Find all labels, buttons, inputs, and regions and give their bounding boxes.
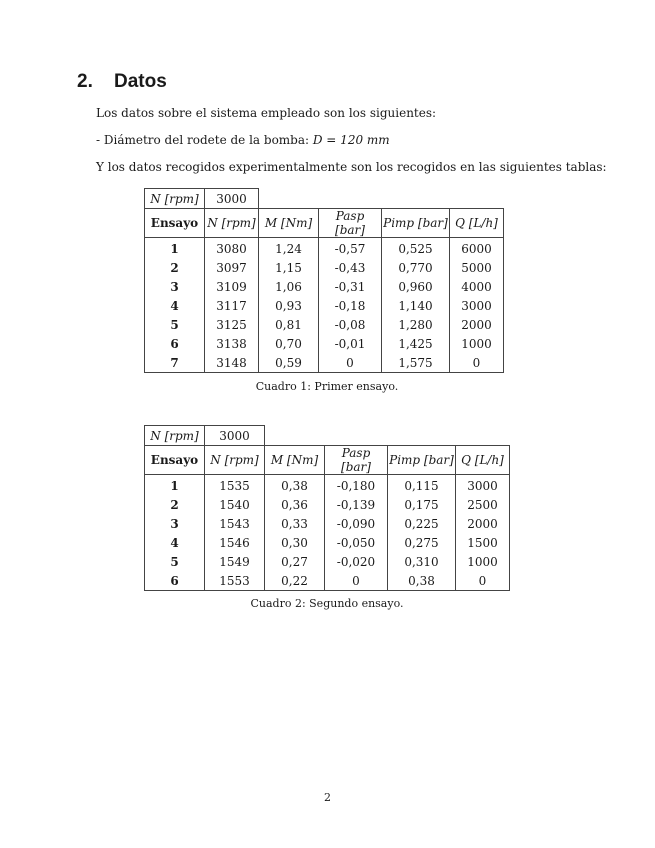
- page-number: 2: [324, 791, 331, 804]
- table-cell: 3117: [205, 296, 259, 315]
- table-row: [145, 238, 504, 259]
- table-cell: 1,280: [382, 315, 450, 334]
- table-row: [145, 353, 504, 373]
- diameter-formula: D = 120 mm: [312, 133, 390, 147]
- table-cell: -0,180: [325, 475, 388, 496]
- diameter-text: - Diámetro del rodete de la bomba:: [96, 133, 313, 147]
- ensayo-cell: 2: [145, 495, 205, 514]
- table-cell: 0: [325, 571, 388, 591]
- table-cell: 1,24: [259, 238, 319, 259]
- ensayo-cell: 7: [145, 353, 205, 373]
- ensayo-cell: 5: [145, 315, 205, 334]
- table-cell: 1,425: [382, 334, 450, 353]
- speed-label: N [rpm]: [145, 426, 205, 446]
- ensayo-cell: 4: [145, 533, 205, 552]
- table-cell: -0,43: [319, 258, 382, 277]
- table-cell: 0,38: [265, 475, 325, 496]
- table-cell: 3080: [205, 238, 259, 259]
- table-row: [145, 334, 504, 353]
- table-cell: 0: [456, 571, 510, 591]
- table-cell: 1,140: [382, 296, 450, 315]
- table-2-caption: Cuadro 2: Segundo ensayo.: [250, 597, 404, 610]
- table-cell: 1553: [205, 571, 265, 591]
- table-row: [145, 495, 510, 514]
- table-cell: 1543: [205, 514, 265, 533]
- header-q: Q [L/h]: [450, 209, 504, 238]
- header-n: N [rpm]: [205, 209, 259, 238]
- table-cell: 5000: [450, 258, 504, 277]
- table-row: [145, 258, 504, 277]
- table-cell: 0,770: [382, 258, 450, 277]
- header-ensayo: Ensayo: [145, 209, 205, 238]
- header-pimp: Pimp [bar]: [382, 209, 450, 238]
- table-primer-ensayo: [144, 188, 504, 373]
- table-cell: 0,30: [265, 533, 325, 552]
- speed-value: 3000: [205, 426, 265, 446]
- table-cell: 3097: [205, 258, 259, 277]
- table-cell: -0,31: [319, 277, 382, 296]
- header-ensayo: Ensayo: [145, 446, 205, 475]
- table-row: [145, 315, 504, 334]
- table-cell: 1000: [450, 334, 504, 353]
- table-row: [145, 571, 510, 591]
- ensayo-cell: 6: [145, 334, 205, 353]
- header-m: M [Nm]: [265, 446, 325, 475]
- table-cell: 0,225: [388, 514, 456, 533]
- table-1-wrapper: [144, 188, 504, 373]
- ensayo-cell: 1: [145, 238, 205, 259]
- table-cell: 0,275: [388, 533, 456, 552]
- header-pimp: Pimp [bar]: [388, 446, 456, 475]
- header-pasp: Pasp [bar]: [319, 209, 382, 238]
- ensayo-cell: 6: [145, 571, 205, 591]
- table-cell: 0,36: [265, 495, 325, 514]
- table-cell: 0,70: [259, 334, 319, 353]
- ensayo-cell: 3: [145, 514, 205, 533]
- table-row: [145, 552, 510, 571]
- table-row: [145, 277, 504, 296]
- table-cell: 2000: [450, 315, 504, 334]
- section-title: Datos: [114, 71, 167, 92]
- section-number: 2.: [77, 71, 93, 92]
- table-cell: -0,090: [325, 514, 388, 533]
- section-heading: [77, 71, 167, 93]
- table-cell: 0,22: [265, 571, 325, 591]
- table-cell: 0,310: [388, 552, 456, 571]
- table-cell: 0,960: [382, 277, 450, 296]
- table-cell: 0,81: [259, 315, 319, 334]
- header-q: Q [L/h]: [456, 446, 510, 475]
- table-cell: 0,27: [265, 552, 325, 571]
- ensayo-cell: 3: [145, 277, 205, 296]
- table-cell: 1546: [205, 533, 265, 552]
- ensayo-cell: 1: [145, 475, 205, 496]
- table-cell: 3125: [205, 315, 259, 334]
- table-cell: 3000: [456, 475, 510, 496]
- table-cell: -0,020: [325, 552, 388, 571]
- header-pasp: Pasp [bar]: [325, 446, 388, 475]
- table-cell: -0,57: [319, 238, 382, 259]
- ensayo-cell: 4: [145, 296, 205, 315]
- table-segundo-ensayo: [144, 425, 510, 591]
- table-cell: 1535: [205, 475, 265, 496]
- table-cell: 0,38: [388, 571, 456, 591]
- table-cell: 1,575: [382, 353, 450, 373]
- ensayo-cell: 5: [145, 552, 205, 571]
- table-row: [145, 533, 510, 552]
- table-cell: 1540: [205, 495, 265, 514]
- table-1-caption: Cuadro 1: Primer ensayo.: [255, 380, 399, 393]
- table-cell: 1000: [456, 552, 510, 571]
- table-cell: 3109: [205, 277, 259, 296]
- table-cell: 1549: [205, 552, 265, 571]
- ensayo-cell: 2: [145, 258, 205, 277]
- table-cell: 3000: [450, 296, 504, 315]
- table-cell: 3148: [205, 353, 259, 373]
- table-cell: 4000: [450, 277, 504, 296]
- table-cell: -0,08: [319, 315, 382, 334]
- table-cell: 0,115: [388, 475, 456, 496]
- table-cell: -0,050: [325, 533, 388, 552]
- speed-label: N [rpm]: [145, 189, 205, 209]
- table-cell: 0,93: [259, 296, 319, 315]
- table-cell: 0,59: [259, 353, 319, 373]
- table-row: [145, 475, 510, 496]
- header-m: M [Nm]: [259, 209, 319, 238]
- table-cell: 0,525: [382, 238, 450, 259]
- table-cell: 2500: [456, 495, 510, 514]
- table-cell: -0,18: [319, 296, 382, 315]
- speed-value: 3000: [205, 189, 259, 209]
- table-cell: 0: [450, 353, 504, 373]
- table-cell: -0,01: [319, 334, 382, 353]
- table-cell: 1,06: [259, 277, 319, 296]
- header-n: N [rpm]: [205, 446, 265, 475]
- table-cell: 1,15: [259, 258, 319, 277]
- diameter-paragraph: [96, 133, 390, 147]
- table-cell: 0,175: [388, 495, 456, 514]
- table-row: [145, 514, 510, 533]
- tables-intro-paragraph: Y los datos recogidos experimentalmente son los recogidos en las siguientes tablas:: [96, 160, 607, 174]
- table-cell: -0,139: [325, 495, 388, 514]
- table-cell: 2000: [456, 514, 510, 533]
- table-cell: 6000: [450, 238, 504, 259]
- table-cell: 0,33: [265, 514, 325, 533]
- table-cell: 0: [319, 353, 382, 373]
- table-cell: 3138: [205, 334, 259, 353]
- table-2-wrapper: [144, 425, 510, 591]
- table-cell: 1500: [456, 533, 510, 552]
- intro-paragraph: Los datos sobre el sistema empleado son los siguientes:: [96, 106, 437, 120]
- table-row: [145, 296, 504, 315]
